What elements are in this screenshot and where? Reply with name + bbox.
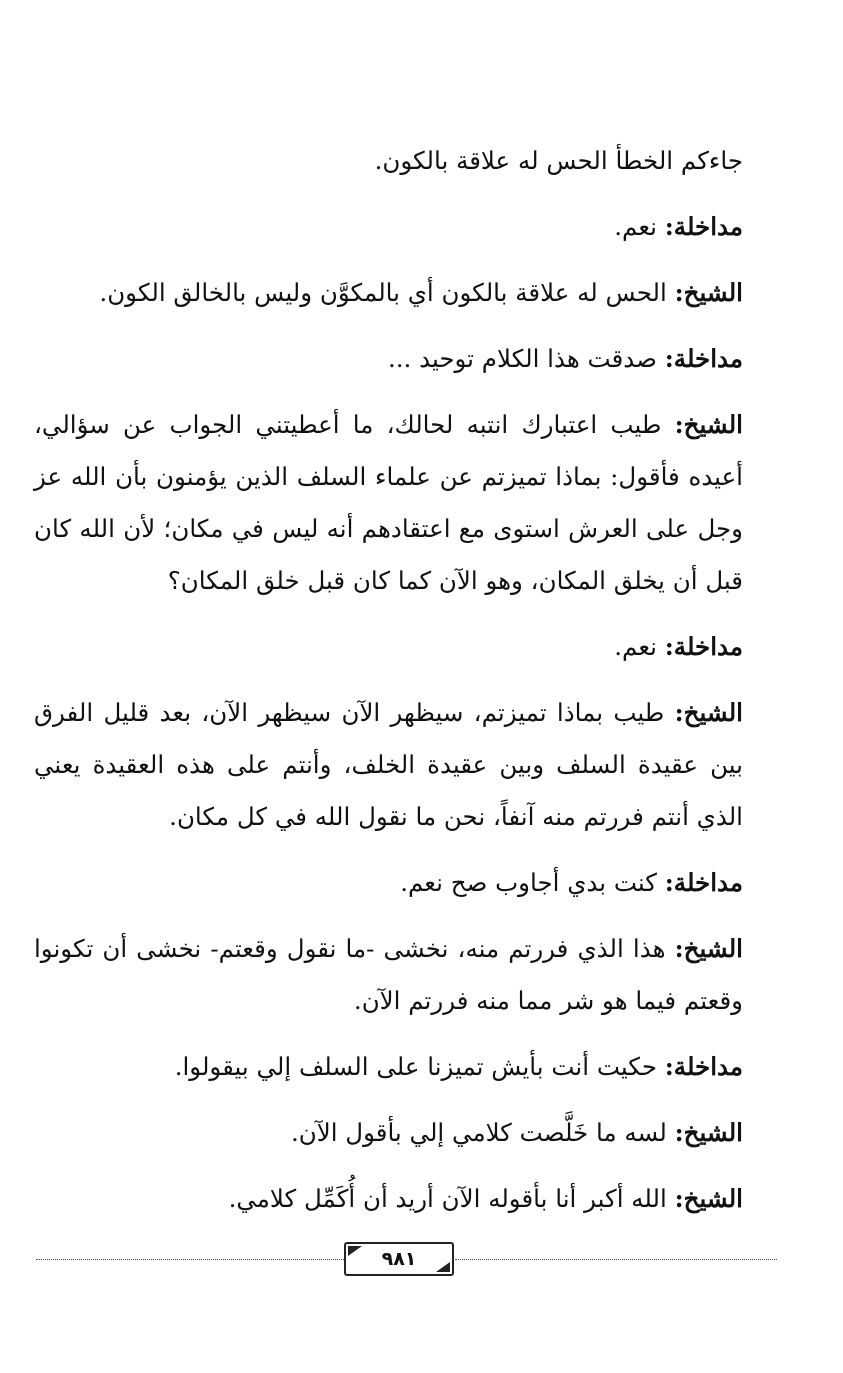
paragraph-text: الحس له علاقة بالكون أي بالمكوَّن وليس بالخالق الكون. (99, 278, 675, 307)
paragraph (34, 923, 779, 1027)
paragraph-text: حكيت أنت بأيش تميزنا على السلف إلي بيقولوا. (174, 1052, 665, 1081)
speaker-label: مداخلة: (664, 344, 743, 373)
paragraph-text: لسه ما خَلَّصت كلامي إلي بأقول الآن. (290, 1118, 675, 1147)
speaker-label: الشيخ: (674, 278, 743, 307)
paragraph-text: نعم. (614, 632, 665, 661)
paragraph-text: كنت بدي أجاوب صح نعم. (400, 868, 665, 897)
paragraph (34, 201, 779, 253)
paragraph (34, 621, 779, 673)
speaker-label: الشيخ: (674, 1118, 743, 1147)
paragraph (34, 1107, 779, 1159)
paragraph (34, 135, 779, 187)
paragraph-text: طيب اعتبارك انتبه لحالك، ما أعطيتني الجواب عن سؤالي، أعيده فأقول: بماذا تميزتم عن علماء السلف الذين يؤمنون بأن الله عز وجل على العرش استوى مع اعتقادهم أنه ليس في مكان؛ لأن الله كان قبل أن يخلق المكان، وهو الآن كما كان قبل خلق المكان؟ (34, 410, 743, 595)
paragraph-text: هذا الذي فررتم منه، نخشى -ما نقول وقعتم- نخشى أن تكونوا وقعتم فيما هو شر مما منه فررتم الآن. (34, 934, 743, 1015)
speaker-label: الشيخ: (674, 1184, 743, 1213)
footer-rule-left (36, 1259, 344, 1260)
paragraph-text: صدقت هذا الكلام توحيد ... (387, 344, 665, 373)
paragraph (34, 333, 779, 385)
page-number: ٩٨١ (381, 1248, 417, 1270)
speaker-label: مداخلة: (664, 1052, 743, 1081)
paragraph-text: جاءكم الخطأ الحس له علاقة بالكون. (374, 146, 743, 175)
paragraph-text: طيب بماذا تميزتم، سيظهر الآن سيظهر الآن، بعد قليل الفرق بين عقيدة السلف وبين عقيدة الخلف، وأنتم على هذه العقيدة يعني الذي أنتم فررتم منه آنفاً، نحن ما نقول الله في كل مكان. (34, 698, 743, 831)
paragraph-text: نعم. (614, 212, 665, 241)
footer-rule-right (455, 1259, 777, 1260)
paragraph-text: الله أكبر أنا بأقوله الآن أريد أن أُكَمِّل كلامي. (228, 1184, 675, 1213)
paragraph (34, 1173, 779, 1225)
paragraph (34, 399, 779, 607)
speaker-label: مداخلة: (664, 212, 743, 241)
paragraph (34, 1041, 779, 1093)
paragraph (34, 857, 779, 909)
speaker-label: الشيخ: (674, 410, 743, 439)
paragraph (34, 687, 779, 843)
page-number-frame (344, 1242, 454, 1276)
speaker-label: مداخلة: (664, 868, 743, 897)
speaker-label: الشيخ: (674, 934, 743, 963)
speaker-label: الشيخ: (674, 698, 743, 727)
speaker-label: مداخلة: (664, 632, 743, 661)
paragraph (34, 267, 779, 319)
page-body (34, 135, 779, 1239)
